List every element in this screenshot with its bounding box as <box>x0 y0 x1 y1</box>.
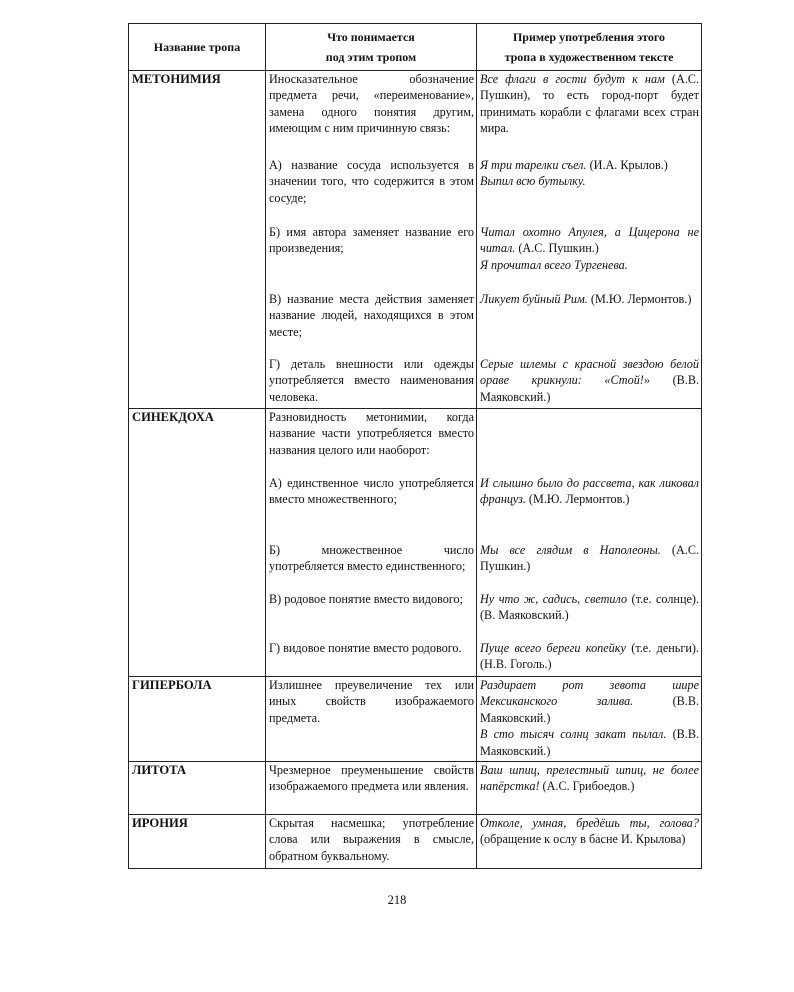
definition-metonymy: Иносказательное обозначение предмета речи, «переименование», замена одного понятия другим, имеющим с ним причинную связь: А) название сосуда используется в значении того, что содержится в этом сосуде; Б) имя автора заменяет название его произведения; В) название места действия заменяет название людей, находящихся в этом месте; Г) деталь внешности или одежды употребляется вместо наименования человека. <box>266 71 477 409</box>
trope-name-metonymy: МЕТОНИМИЯ <box>129 71 266 409</box>
table-row-metonymy <box>129 71 702 409</box>
definition-litotes: Чрезмерное преуменьшение свойств изображаемого предмета или явления. <box>266 762 477 815</box>
trope-name-irony: ИРОНИЯ <box>129 815 266 869</box>
definition-irony: Скрытая насмешка; употребление слова или выражения в смысле, обратном буквальному. <box>266 815 477 869</box>
header-row <box>129 24 702 71</box>
example-litotes: Ваш шпиц, прелестный шпиц, не более напёрстка! (А.С. Грибоедов.) <box>477 762 702 815</box>
example-synecdoche: И слышно было до рассвета, как ликовал француз. (М.Ю. Лермонтов.) Мы все глядим в Наполеоны. (А.С. Пушкин.) Ну что ж, садись, светило (т.е. солнце). (В. Маяковский.) Пуще всего береги копейку (т.е. деньги). (Н.В. Гоголь.) <box>477 409 702 677</box>
table-row-hyperbole <box>129 677 702 762</box>
table-row-irony <box>129 815 702 869</box>
table-row-synecdoche <box>129 409 702 677</box>
trope-name-hyperbole: ГИПЕРБОЛА <box>129 677 266 762</box>
header-meaning: Что понимается под этим тропом <box>266 24 477 71</box>
definition-hyperbole: Излишнее преувеличение тех или иных свойств изображаемого предмета. <box>266 677 477 762</box>
trope-name-litotes: ЛИТОТА <box>129 762 266 815</box>
definition-synecdoche: Разновидность метонимии, когда название части употребляется вместо названия целого или наоборот: А) единственное число употребляется вместо множественного; Б) множественное число употребляется вместо единственного; В) родовое понятие вместо видового; Г) видовое понятие вместо родового. <box>266 409 477 677</box>
example-irony: Отколе, умная, бредёшь ты, голова? (обращение к ослу в басне И. Крылова) <box>477 815 702 869</box>
example-metonymy: Все флаги в гости будут к нам (А.С. Пушкин), то есть город-порт будет принимать корабли с флагами всех стран мира. Я три тарелки съел. (И.А. Крылов.) Выпил всю бутылку. Читал охотно Апулея, а Цицерона не читал. (А.С. Пушкин.) Я прочитал всего Тургенева. Ликует буйный Рим. (М.Ю. Лермонтов.) Серые шлемы с красной звездою белой ораве крикнули: «Стой!» (В.В. Маяковский.) <box>477 71 702 409</box>
header-trope-name: Название тропа <box>129 24 266 71</box>
header-example: Пример употребления этого тропа в художественном тексте <box>477 24 702 71</box>
tropes-table <box>128 23 702 869</box>
table-row-litotes <box>129 762 702 815</box>
page-number: 218 <box>387 893 407 907</box>
example-hyperbole: Раздирает рот зевота шире Мексиканского залива. (В.В. Маяковский.) В сто тысяч солнц закат пылал. (В.В. Маяковский.) <box>477 677 702 762</box>
trope-name-synecdoche: СИНЕКДОХА <box>129 409 266 677</box>
